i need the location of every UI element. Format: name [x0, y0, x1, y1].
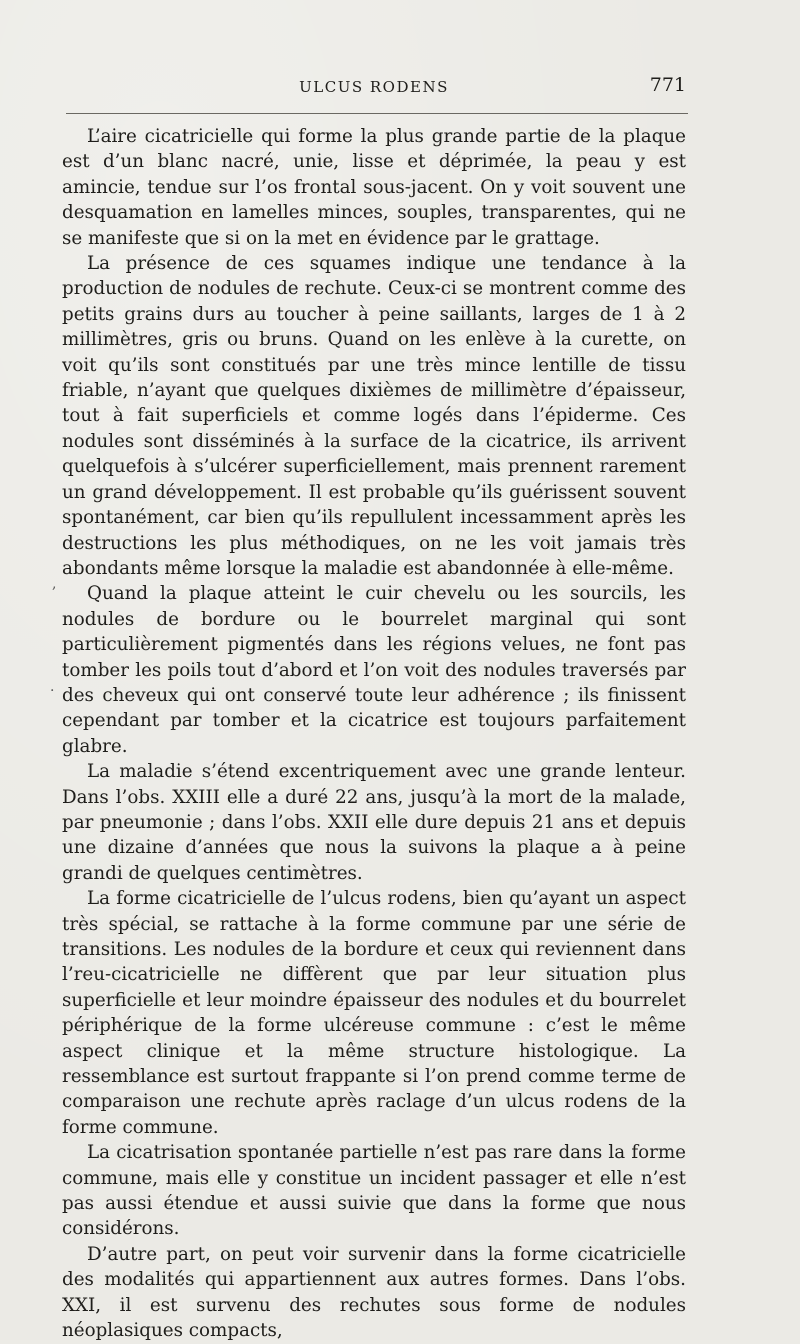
- running-title: ULCUS RODENS: [299, 78, 449, 96]
- paragraph-7: D’autre part, on peut voir survenir dans la forme cicatricielle des modalités qui appartiennent aux autres formes. Dans l’obs. XXI, il est survenu des rechutes sous forme de nodules néoplasiques compacts,: [62, 1243, 686, 1342]
- paragraph-3: Quand la plaque atteint le cuir chevelu ou les sourcils, les nodules de bordure ou le bourrelet marginal qui sont particulièrement pigmentés dans les régions velues, ne font pas tomber les poils tout d’abord et l’on voit des nodules traversés par des cheveux qui ont conservé toute leur adhérence ; ils finissent cependant par tomber et la cicatrice est toujours parfaitement glabre.: [62, 583, 686, 757]
- page-number: 771: [649, 74, 686, 96]
- paragraph-5: La forme cicatricielle de l’ulcus rodens, bien qu’ayant un aspect très spécial, se rattache à la forme commune par une série de transitions. Les nodules de la bordure et ceux qui reviennent dans l’reu-cicatricielle ne diffèrent que par leur situation plus superficielle et leur moindre épaisseur des nodules et du bourrelet périphérique de la forme ulcéreuse commune : c’est le même aspect clinique et la même structure histologique. La ressemblance est surtout frappante si l’on prend comme terme de comparaison une rechute après raclage d’un ulcus rodens de la forme commune.: [62, 888, 686, 1138]
- paragraph-1: L’aire cicatricielle qui forme la plus grande partie de la plaque est d’un blanc nacré, unie, lisse et déprimée, la peau y est amincie, tendue sur l’os frontal sous-jacent. On y voit souvent une desquamation en lamelles minces, souples, transparentes, qui ne se manifeste que si on la met en évidence par le grattage.: [62, 126, 686, 249]
- margin-dot: ,: [52, 576, 57, 592]
- paragraph-6: La cicatrisation spontanée partielle n’est pas rare dans la forme commune, mais elle y constitue un incident passager et elle n’est pas aussi étendue et aussi suivie que dans la forme que nous considérons.: [62, 1142, 686, 1240]
- paragraph-4: La maladie s’étend excentriquement avec une grande lenteur. Dans l’obs. XXIII elle a duré 22 ans, jusqu’à la mort de la malade, par pneumonie ; dans l’obs. XXII elle dure depuis 21 ans et depuis une dizaine d’années que nous la suivons la plaque a à peine grandi de quelques centimètres.: [62, 761, 686, 884]
- margin-dot: ·: [50, 683, 55, 699]
- header-rule: [66, 113, 688, 114]
- body-text: [62, 124, 686, 1344]
- running-header: [62, 74, 686, 104]
- paragraph-2: La présence de ces squames indique une tendance à la production de nodules de rechute. Ceux-ci se montrent comme des petits grains durs au toucher à peine saillants, larges de 1 à 2 millimètres, gris ou bruns. Quand on les enlève à la curette, on voit qu’ils sont constitués par une très mince lentille de tissu friable, n’ayant que quelques dixièmes de millimètre d’épaisseur, tout à fait superficiels et comme logés dans l’épiderme. Ces nodules sont disséminés à la surface de la cicatrice, ils arrivent quelquefois à s’ulcérer superficiellement, mais prennent rarement un grand développement. Il est probable qu’ils guérissent souvent spontanément, car bien qu’ils repullulent incessamment après les destructions les plus méthodiques, on ne les voit jamais très abondants même lorsque la maladie est abandonnée à elle-même.: [62, 253, 686, 579]
